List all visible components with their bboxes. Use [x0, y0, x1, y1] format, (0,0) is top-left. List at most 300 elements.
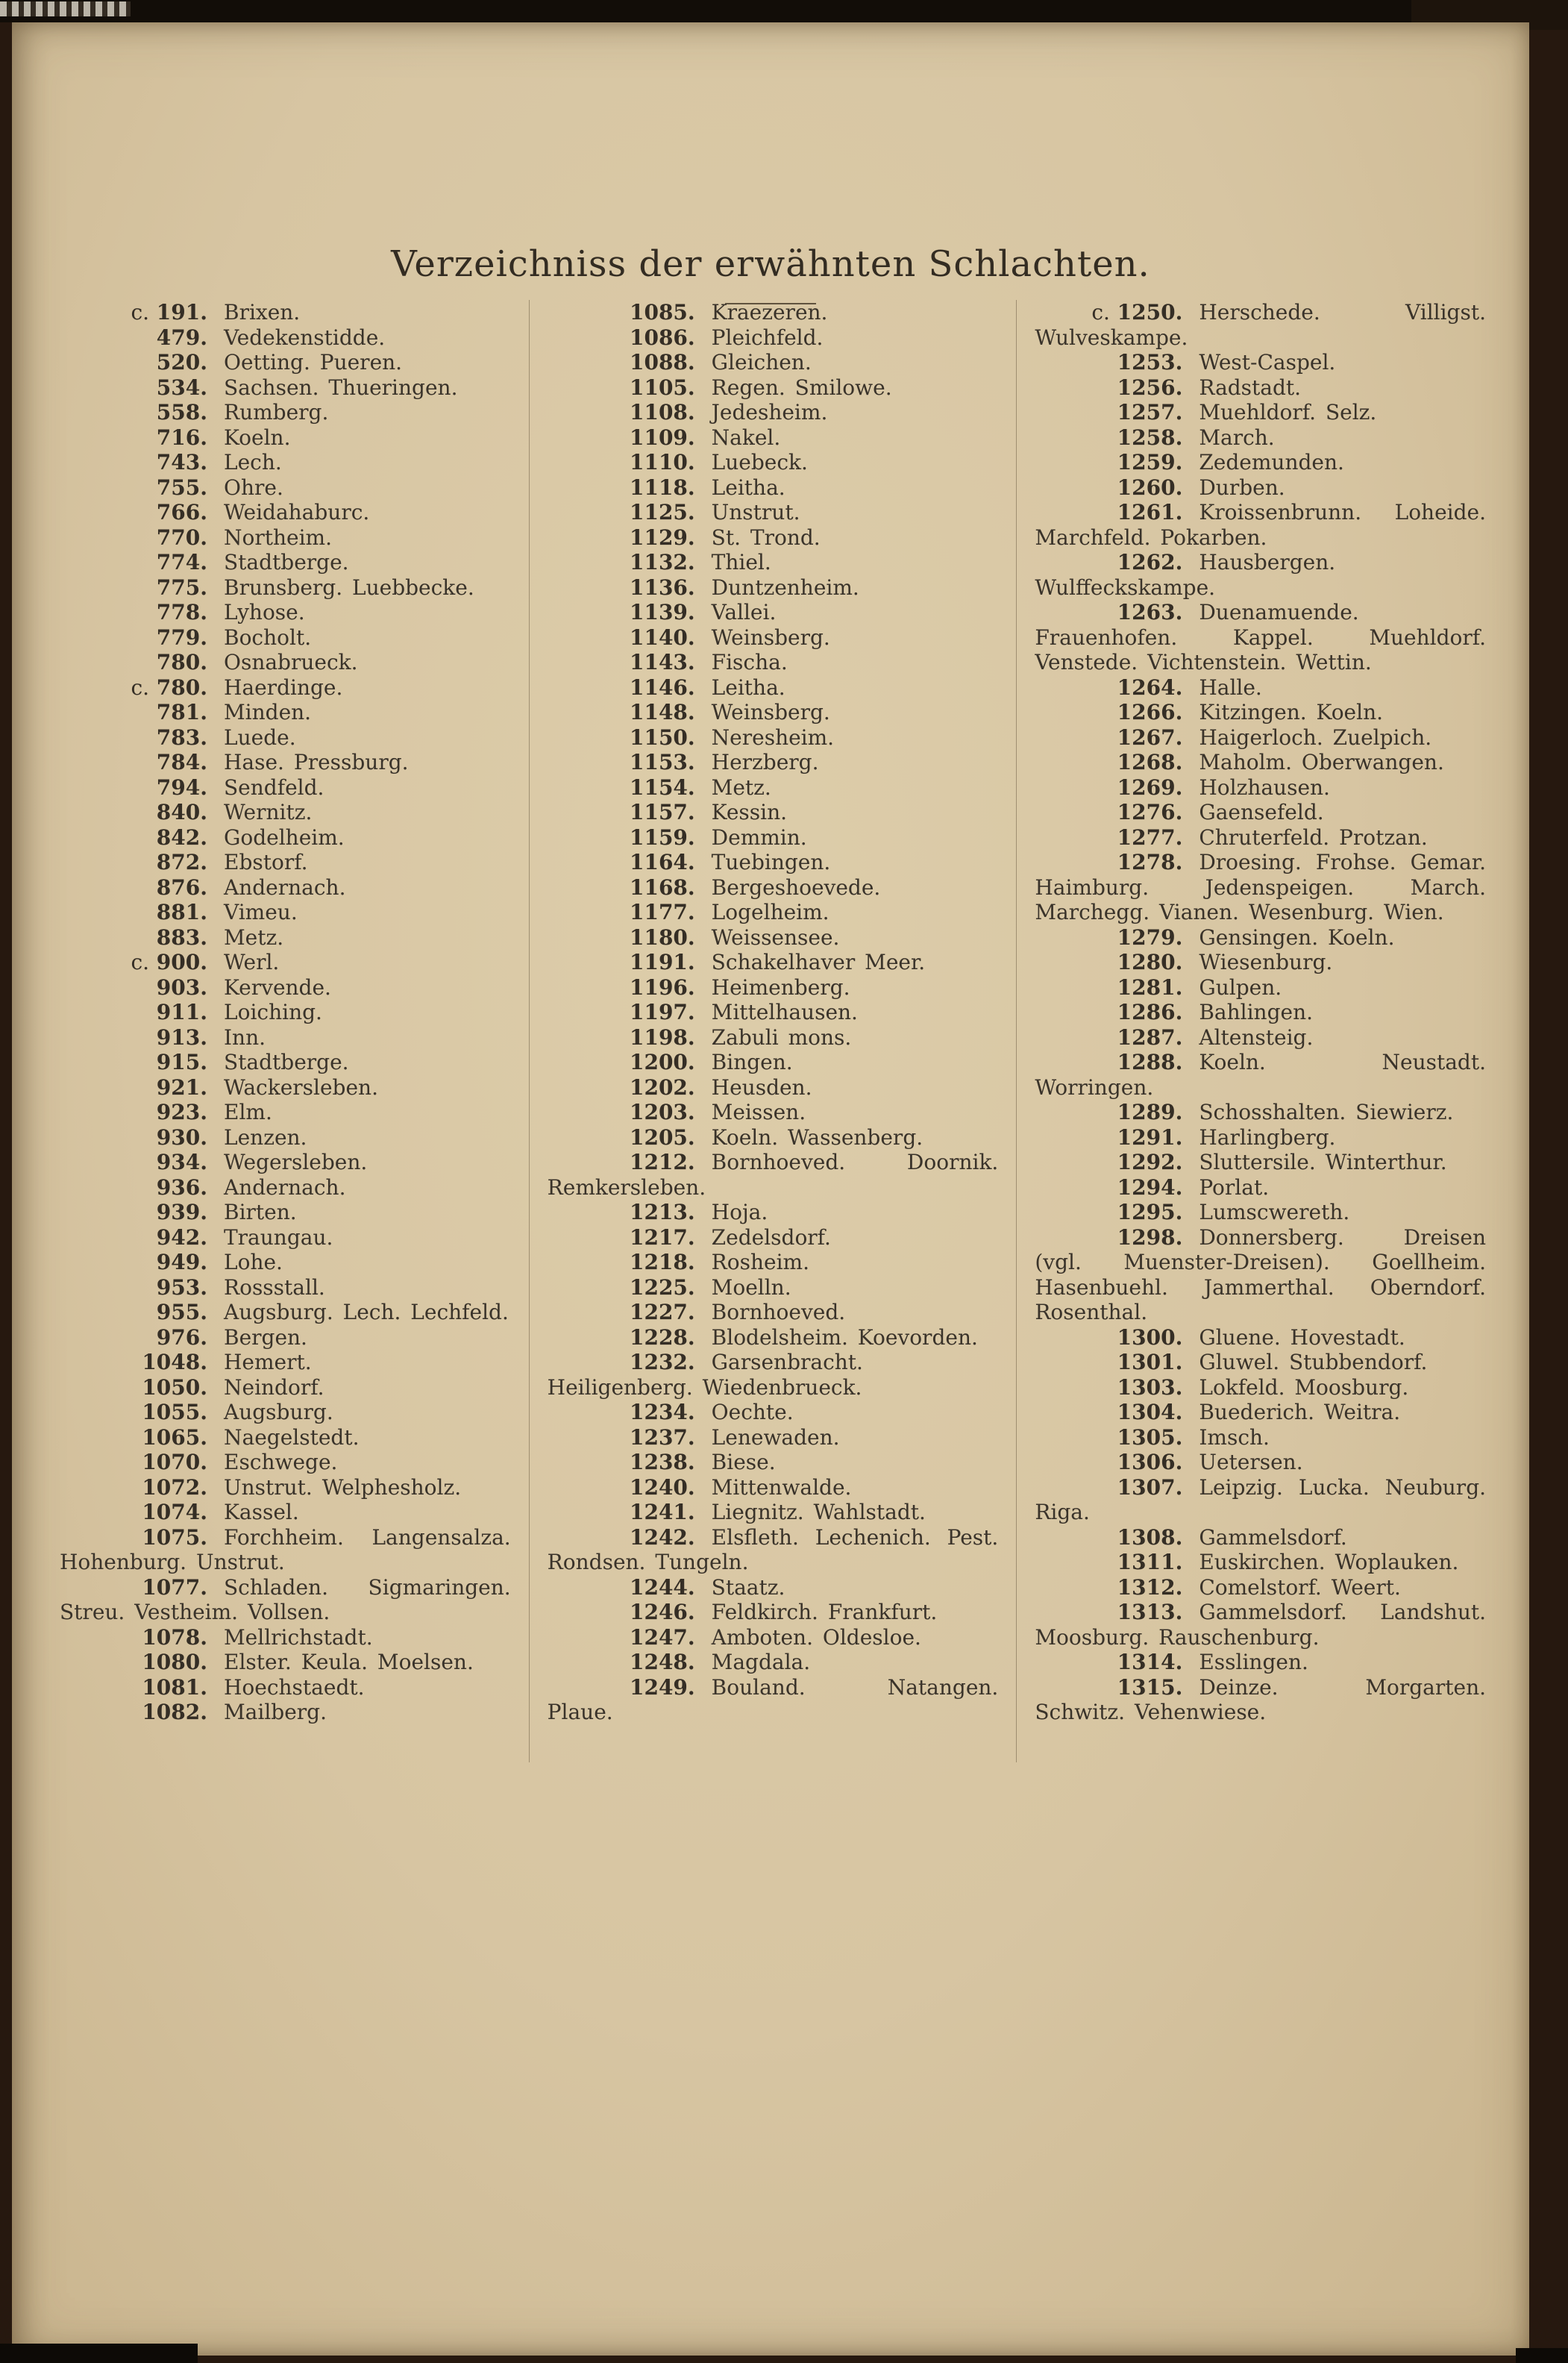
entry-number-block — [60, 475, 207, 501]
entry-year: 1228. — [629, 1324, 695, 1350]
entry-places: Osnabrueck. — [224, 650, 358, 675]
battle-entry — [548, 675, 999, 701]
entry-places: Stadtberge. — [224, 1050, 349, 1074]
entry-number-block — [60, 600, 207, 625]
entry-places: Moelln. — [711, 1274, 791, 1300]
entry-number-block — [60, 525, 207, 551]
entry-year: 783. — [156, 724, 207, 750]
battle-entry — [60, 325, 511, 351]
entry-places: Bornhoeved. Doornik. Remkersleben. — [547, 1150, 999, 1200]
entry-year: 1246. — [629, 1600, 695, 1624]
entry-year: 1168. — [629, 874, 695, 900]
battle-entry — [60, 800, 511, 825]
battle-entry — [548, 725, 999, 751]
entry-places: Unstrut. — [711, 500, 800, 525]
battle-entry — [60, 1575, 511, 1625]
battle-entry — [1035, 1100, 1486, 1125]
entry-number-block — [548, 400, 695, 425]
entry-number-block — [1035, 1475, 1182, 1500]
entry-number-block — [60, 425, 207, 451]
battle-entry — [548, 1500, 999, 1525]
battle-entry — [60, 1350, 511, 1375]
battle-entry — [60, 950, 511, 975]
entry-places: Neindorf. — [224, 1374, 324, 1400]
entry-places: Elster. Keula. Moelsen. — [224, 1650, 474, 1674]
entry-number-block — [1035, 1375, 1182, 1400]
entry-number-block — [1035, 750, 1182, 775]
entry-year: 1129. — [629, 525, 695, 550]
entry-number-block — [60, 650, 207, 675]
entry-number-block — [60, 925, 207, 951]
entry-year: 1177. — [629, 900, 695, 924]
battle-entry — [1035, 1425, 1486, 1450]
entry-places: Zabuli mons. — [711, 1024, 852, 1050]
entry-places: Heusden. — [711, 1074, 812, 1100]
entry-year: 883. — [156, 924, 207, 950]
battle-index-columns — [55, 300, 1486, 1762]
entry-number-block — [1035, 1025, 1182, 1051]
entry-places: Weinsberg. — [711, 700, 830, 724]
entry-year: 1281. — [1117, 974, 1183, 1000]
battle-entry — [60, 1525, 511, 1575]
battle-entry — [60, 600, 511, 625]
column-2 — [529, 300, 1017, 1762]
battle-entry — [1035, 1600, 1486, 1650]
battle-entry — [1035, 950, 1486, 975]
battle-entry — [1035, 600, 1486, 675]
entry-year: 1105. — [629, 375, 695, 400]
entry-number-block — [60, 1375, 207, 1400]
entry-year: 1258. — [1117, 425, 1183, 450]
entry-places: Ohre. — [224, 475, 283, 500]
entry-year: 1279. — [1117, 924, 1183, 950]
entry-year: 1314. — [1117, 1650, 1183, 1674]
entry-year: 942. — [156, 1224, 207, 1250]
entry-year: 1257. — [1117, 400, 1183, 425]
battle-entry — [60, 400, 511, 425]
entry-number-block — [1035, 725, 1182, 751]
entry-number-block — [60, 900, 207, 925]
battle-entry — [60, 775, 511, 801]
entry-places: Logelheim. — [711, 900, 830, 924]
battle-entry — [548, 1325, 999, 1350]
entry-places: Euskirchen. Woplauken. — [1199, 1550, 1459, 1574]
entry-places: Bornhoeved. — [711, 1300, 846, 1324]
battle-entry — [60, 1125, 511, 1151]
entry-year: 1238. — [629, 1450, 695, 1474]
entry-number-block — [1035, 1100, 1182, 1125]
entry-number-block — [548, 600, 695, 625]
entry-year: 903. — [156, 974, 207, 1000]
entry-number-block — [60, 1475, 207, 1500]
column-1 — [55, 300, 529, 1762]
battle-entry — [548, 375, 999, 401]
entry-places: Bingen. — [711, 1050, 793, 1074]
entry-number-block — [548, 1650, 695, 1675]
battle-entry — [548, 1000, 999, 1025]
entry-year: 1315. — [1117, 1674, 1183, 1700]
entry-places: Uetersen. — [1199, 1450, 1303, 1474]
battle-entry — [60, 500, 511, 525]
battle-entry — [548, 1450, 999, 1475]
battle-entry — [60, 825, 511, 851]
entry-number-block — [60, 300, 207, 325]
entry-year: 1078. — [142, 1624, 207, 1650]
battle-entry — [60, 975, 511, 1001]
entry-year: 1125. — [629, 500, 695, 525]
entry-places: Metz. — [224, 924, 284, 950]
entry-year: 1301. — [1117, 1350, 1183, 1374]
battle-entry — [1035, 1400, 1486, 1425]
entry-places: Gensingen. Koeln. — [1199, 924, 1395, 950]
battle-entry — [60, 675, 511, 701]
entry-year: 1153. — [629, 750, 695, 774]
entry-year: 1109. — [629, 425, 695, 450]
entry-year: 1088. — [629, 350, 695, 375]
entry-places: Rosheim. — [711, 1250, 809, 1274]
entry-places: Andernach. — [224, 1174, 346, 1200]
entry-places: Lyhose. — [224, 600, 305, 625]
entry-year: 900. — [156, 950, 207, 974]
battle-entry — [1035, 800, 1486, 825]
entry-year: 1075. — [142, 1524, 207, 1550]
entry-year: 1249. — [629, 1674, 695, 1700]
battle-entry — [548, 1275, 999, 1301]
circa-prefix: c. — [1091, 300, 1110, 325]
battle-entry — [548, 1475, 999, 1500]
battle-entry — [60, 1100, 511, 1125]
entry-number-block — [1035, 1175, 1182, 1201]
entry-number-block — [60, 1525, 207, 1550]
battle-entry — [1035, 675, 1486, 701]
entry-number-block — [548, 1275, 695, 1301]
battle-entry — [60, 525, 511, 551]
entry-number-block — [548, 1400, 695, 1425]
page-title: Verzeichniss der erwähnten Schlachten. — [391, 243, 1150, 285]
entry-places: Zedemunden. — [1199, 450, 1344, 475]
battle-entry — [60, 1250, 511, 1275]
battle-entry — [548, 875, 999, 901]
entry-number-block — [1035, 825, 1182, 851]
circa-prefix: c. — [131, 950, 150, 974]
entry-year: 1234. — [629, 1400, 695, 1424]
battle-entry — [548, 1425, 999, 1450]
entry-places: Kervende. — [224, 974, 331, 1000]
entry-number-block — [1035, 475, 1182, 501]
battle-entry — [1035, 1525, 1486, 1550]
entry-places: Kroissenbrunn. Loheide. Marchfeld. Pokarben. — [1035, 500, 1487, 550]
entry-number-block — [1035, 300, 1182, 325]
entry-places: Holzhausen. — [1199, 774, 1330, 800]
battle-entry — [1035, 1450, 1486, 1475]
entry-year: 1203. — [629, 1100, 695, 1124]
entry-year: 774. — [156, 550, 207, 575]
battle-entry — [60, 925, 511, 951]
entry-places: Zedelsdorf. — [711, 1224, 831, 1250]
entry-number-block — [548, 950, 695, 975]
entry-places: Maholm. Oberwangen. — [1199, 750, 1444, 774]
battle-entry — [60, 1300, 511, 1325]
entry-year: 1110. — [629, 450, 695, 475]
battle-entry — [60, 475, 511, 501]
battle-entry — [1035, 1025, 1486, 1051]
entry-places: Durben. — [1199, 475, 1285, 500]
entry-places: Lenewaden. — [711, 1424, 840, 1450]
entry-places: Eschwege. — [224, 1450, 338, 1474]
entry-places: Minden. — [224, 700, 312, 724]
entry-year: 921. — [156, 1074, 207, 1100]
entry-places: Leitha. — [711, 675, 785, 700]
entry-number-block — [1035, 1425, 1182, 1450]
entry-year: 191. — [156, 300, 207, 325]
battle-entry — [1035, 375, 1486, 401]
battle-entry — [1035, 1350, 1486, 1375]
entry-places: Godelheim. — [224, 824, 345, 850]
entry-places: Magdala. — [711, 1650, 811, 1674]
entry-number-block — [1035, 1600, 1182, 1625]
entry-places: Weidahaburc. — [224, 500, 370, 525]
battle-entry — [548, 1050, 999, 1075]
entry-year: 1300. — [1117, 1324, 1183, 1350]
entry-year: 976. — [156, 1324, 207, 1350]
entry-places: Oetting. Pueren. — [224, 350, 403, 375]
circa-prefix: c. — [131, 300, 150, 325]
entry-places: Meissen. — [711, 1100, 806, 1124]
entry-number-block — [60, 950, 207, 975]
entry-number-block — [60, 1625, 207, 1650]
entry-year: 876. — [156, 874, 207, 900]
entry-year: 766. — [156, 500, 207, 525]
entry-places: Heimenberg. — [711, 974, 850, 1000]
entry-places: Wernitz. — [224, 800, 313, 824]
entry-number-block — [548, 750, 695, 775]
entry-number-block — [1035, 1450, 1182, 1475]
battle-entry — [1035, 425, 1486, 451]
battle-entry — [60, 1425, 511, 1450]
entry-places: Ebstorf. — [224, 850, 308, 874]
entry-places: Bergeshoevede. — [711, 874, 881, 900]
entry-places: Koeln. Neustadt. Worringen. — [1035, 1050, 1487, 1100]
binding-edge-top — [0, 0, 1568, 22]
entry-year: 1198. — [629, 1024, 695, 1050]
entry-year: 780. — [156, 650, 207, 675]
battle-entry — [60, 1200, 511, 1225]
entry-places: Gulpen. — [1199, 974, 1282, 1000]
entry-number-block — [60, 1350, 207, 1375]
entry-number-block — [1035, 1350, 1182, 1375]
entry-year: 1140. — [629, 625, 695, 650]
entry-places: Metz. — [711, 774, 771, 800]
entry-number-block — [60, 1250, 207, 1275]
entry-places: Rumberg. — [224, 400, 329, 425]
battle-entry — [548, 450, 999, 475]
entry-year: 781. — [156, 700, 207, 724]
entry-number-block — [60, 875, 207, 901]
entry-number-block — [1035, 700, 1182, 725]
battle-entry — [548, 1675, 999, 1725]
entry-places: Sendfeld. — [224, 774, 324, 800]
entry-number-block — [548, 1150, 695, 1175]
stitching-texture — [0, 1, 131, 16]
entry-year: 1291. — [1117, 1124, 1183, 1150]
entry-places: Duntzenheim. — [711, 575, 859, 600]
entry-number-block — [548, 1325, 695, 1350]
entry-number-block — [1035, 1675, 1182, 1700]
entry-number-block — [548, 1625, 695, 1650]
entry-year: 1225. — [629, 1274, 695, 1300]
entry-places: Weinsberg. — [711, 625, 830, 650]
battle-entry — [60, 875, 511, 901]
entry-places: Esslingen. — [1199, 1650, 1308, 1674]
entry-places: Muehldorf. Selz. — [1199, 400, 1377, 425]
entry-places: Augsburg. — [224, 1400, 333, 1424]
entry-places: Lenzen. — [224, 1124, 307, 1150]
battle-entry — [548, 1525, 999, 1575]
entry-places: Augsburg. Lech. Lechfeld. — [224, 1300, 509, 1324]
entry-places: Buederich. Weitra. — [1199, 1400, 1401, 1424]
entry-year: 1132. — [629, 550, 695, 575]
entry-number-block — [60, 1150, 207, 1175]
battle-entry — [548, 650, 999, 675]
entry-year: 881. — [156, 900, 207, 924]
entry-year: 1264. — [1117, 675, 1183, 700]
entry-number-block — [548, 575, 695, 601]
entry-year: 1304. — [1117, 1400, 1183, 1424]
entry-year: 1260. — [1117, 475, 1183, 500]
entry-places: Elm. — [224, 1100, 272, 1124]
entry-places: Weissensee. — [711, 924, 840, 950]
entry-number-block — [60, 1050, 207, 1075]
entry-places: Wegersleben. — [224, 1150, 368, 1174]
entry-year: 1240. — [629, 1474, 695, 1500]
entry-places: March. — [1199, 425, 1275, 450]
entry-year: 872. — [156, 850, 207, 874]
entry-year: 1050. — [142, 1374, 207, 1400]
entry-number-block — [1035, 975, 1182, 1001]
entry-number-block — [548, 1450, 695, 1475]
battle-entry — [60, 750, 511, 775]
entry-year: 934. — [156, 1150, 207, 1174]
entry-year: 1295. — [1117, 1200, 1183, 1224]
battle-entry — [1035, 300, 1486, 350]
entry-places: Feldkirch. Frankfurt. — [711, 1600, 938, 1624]
entry-places: Mittenwalde. — [711, 1474, 852, 1500]
battle-entry — [1035, 1675, 1486, 1725]
entry-number-block — [1035, 600, 1182, 625]
entry-number-block — [1035, 800, 1182, 825]
battle-entry — [1035, 1150, 1486, 1175]
entry-places: Lumscwereth. — [1199, 1200, 1350, 1224]
entry-year: 1139. — [629, 600, 695, 625]
entry-year: 1308. — [1117, 1524, 1183, 1550]
entry-year: 1263. — [1117, 600, 1183, 625]
entry-places: Schosshalten. Siewierz. — [1199, 1100, 1454, 1124]
entry-number-block — [60, 350, 207, 375]
battle-entry — [1035, 1575, 1486, 1600]
entry-places: Schakelhaver Meer. — [711, 950, 926, 974]
entry-places: Kassel. — [224, 1500, 299, 1524]
entry-year: 1202. — [629, 1074, 695, 1100]
entry-number-block — [548, 900, 695, 925]
entry-number-block — [60, 750, 207, 775]
entry-number-block — [1035, 400, 1182, 425]
entry-number-block — [548, 375, 695, 401]
entry-year: 1164. — [629, 850, 695, 874]
entry-places: Harlingberg. — [1199, 1124, 1336, 1150]
battle-entry — [1035, 1550, 1486, 1575]
entry-places: Sluttersile. Winterthur. — [1199, 1150, 1447, 1174]
entry-number-block — [548, 1525, 695, 1550]
entry-places: West-Caspel. — [1199, 350, 1336, 375]
battle-entry — [548, 425, 999, 451]
battle-entry — [60, 1075, 511, 1101]
entry-number-block — [60, 1225, 207, 1251]
battle-entry — [548, 1250, 999, 1275]
entry-number-block — [548, 825, 695, 851]
entry-year: 770. — [156, 525, 207, 550]
battle-entry — [548, 975, 999, 1001]
battle-entry — [60, 1475, 511, 1500]
entry-places: Northeim. — [224, 525, 333, 550]
battle-entry — [1035, 450, 1486, 475]
battle-entry — [60, 1375, 511, 1400]
entry-number-block — [60, 1500, 207, 1525]
battle-entry — [1035, 1650, 1486, 1675]
entry-year: 1213. — [629, 1200, 695, 1224]
entry-year: 1313. — [1117, 1600, 1183, 1624]
entry-year: 1287. — [1117, 1024, 1183, 1050]
entry-year: 1227. — [629, 1300, 695, 1324]
battle-entry — [1035, 975, 1486, 1001]
battle-entry — [1035, 1225, 1486, 1325]
entry-number-block — [548, 1075, 695, 1101]
entry-year: 1143. — [629, 650, 695, 675]
entry-number-block — [1035, 450, 1182, 475]
entry-places: Andernach. — [224, 874, 346, 900]
entry-year: 558. — [156, 400, 207, 425]
entry-year: 1191. — [629, 950, 695, 974]
entry-year: 1197. — [629, 1000, 695, 1024]
battle-entry — [548, 1600, 999, 1625]
entry-places: Tuebingen. — [711, 850, 831, 874]
entry-year: 1244. — [629, 1574, 695, 1600]
entry-year: 1055. — [142, 1400, 207, 1424]
battle-entry — [1035, 475, 1486, 501]
entry-number-block — [548, 1000, 695, 1025]
entry-number-block — [548, 650, 695, 675]
entry-year: 743. — [156, 450, 207, 475]
entry-places: Wiesenburg. — [1199, 950, 1333, 974]
entry-places: Neresheim. — [711, 724, 835, 750]
entry-year: 1262. — [1117, 550, 1183, 575]
battle-entry — [1035, 1200, 1486, 1225]
entry-year: 955. — [156, 1300, 207, 1324]
entry-places: St. Trond. — [711, 525, 821, 550]
entry-places: Bergen. — [224, 1324, 307, 1350]
entry-number-block — [548, 775, 695, 801]
entry-places: Hemert. — [224, 1350, 312, 1374]
battle-entry — [548, 825, 999, 851]
entry-year: 778. — [156, 600, 207, 625]
entry-places: Kitzingen. Koeln. — [1199, 700, 1384, 724]
entry-year: 1082. — [142, 1700, 207, 1724]
entry-places: Altensteig. — [1199, 1024, 1314, 1050]
battle-entry — [60, 1400, 511, 1425]
battle-entry — [1035, 775, 1486, 801]
battle-entry — [60, 1450, 511, 1475]
entry-places: Deinze. Morgarten. Schwitz. Vehenwiese. — [1035, 1674, 1487, 1724]
entry-places: Bocholt. — [224, 625, 312, 650]
